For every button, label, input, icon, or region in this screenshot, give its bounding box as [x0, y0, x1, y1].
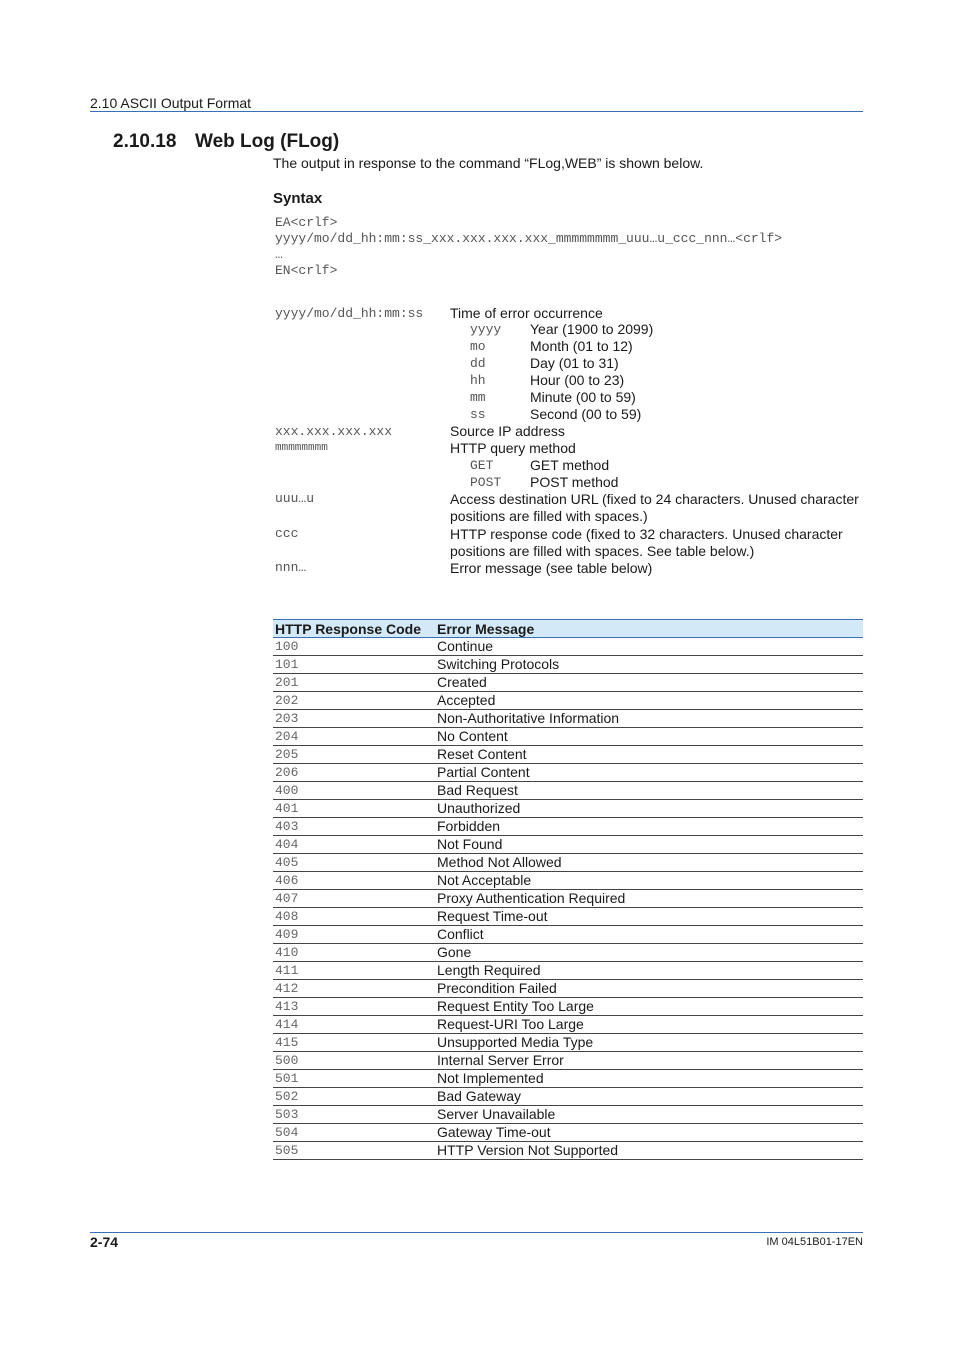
response-code-cell: 201	[273, 674, 435, 692]
table-row	[273, 980, 863, 998]
time-part-code: mm	[470, 390, 486, 405]
table-row	[273, 998, 863, 1016]
table-row	[273, 908, 863, 926]
method-part-code: GET	[470, 458, 494, 473]
response-code-cell: 403	[273, 818, 435, 836]
footer-divider	[90, 1232, 863, 1233]
table-row	[273, 1106, 863, 1124]
column-header-code: HTTP Response Code	[273, 620, 435, 638]
response-code-cell: 411	[273, 962, 435, 980]
def-desc-ip: Source IP address	[450, 423, 565, 439]
table-row	[273, 1016, 863, 1034]
time-part-code: ss	[470, 407, 486, 422]
syntax-heading: Syntax	[273, 190, 323, 207]
table-row	[273, 692, 863, 710]
table-row	[273, 656, 863, 674]
error-message-cell: Gateway Time-out	[435, 1124, 863, 1142]
error-message-cell: Continue	[435, 638, 863, 656]
syntax-line: EA<crlf>	[275, 215, 338, 230]
response-code-cell: 100	[273, 638, 435, 656]
header-divider	[90, 111, 863, 112]
table-row	[273, 800, 863, 818]
time-part-desc: Second (00 to 59)	[530, 406, 642, 422]
syntax-line: …	[275, 247, 283, 262]
time-part-desc: Month (01 to 12)	[530, 338, 633, 354]
error-message-cell: Request-URI Too Large	[435, 1016, 863, 1034]
response-code-cell: 412	[273, 980, 435, 998]
def-term-method: mmmmmmmm	[275, 442, 328, 454]
error-message-cell: Method Not Allowed	[435, 854, 863, 872]
response-code-cell: 101	[273, 656, 435, 674]
response-code-cell: 205	[273, 746, 435, 764]
table-row	[273, 746, 863, 764]
syntax-line: EN<crlf>	[275, 263, 338, 278]
error-message-cell: Not Acceptable	[435, 872, 863, 890]
time-part-code: dd	[470, 356, 486, 371]
time-part-code: hh	[470, 373, 486, 388]
table-row	[273, 926, 863, 944]
table-row	[273, 710, 863, 728]
time-part-code: yyyy	[470, 322, 502, 337]
error-message-cell: Precondition Failed	[435, 980, 863, 998]
method-part-desc: GET method	[530, 457, 610, 473]
table-row	[273, 674, 863, 692]
response-code-cell: 406	[273, 872, 435, 890]
response-code-cell: 409	[273, 926, 435, 944]
section-title-text: Web Log (FLog)	[195, 131, 340, 152]
response-code-cell: 203	[273, 710, 435, 728]
response-code-cell: 407	[273, 890, 435, 908]
page-number: 2-74	[90, 1234, 119, 1250]
column-header-message: Error Message	[435, 620, 863, 638]
error-message-cell: Length Required	[435, 962, 863, 980]
time-part-code: mo	[470, 339, 486, 354]
section-title	[113, 131, 339, 153]
def-term-url: uuu…u	[275, 491, 315, 506]
table-body	[273, 638, 863, 1160]
response-code-table	[273, 619, 863, 1160]
time-part-desc: Day (01 to 31)	[530, 355, 619, 371]
error-message-cell: HTTP Version Not Supported	[435, 1142, 863, 1160]
table-row	[273, 818, 863, 836]
def-desc-method: HTTP query method	[450, 440, 576, 456]
error-message-cell: Server Unavailable	[435, 1106, 863, 1124]
response-code-cell: 504	[273, 1124, 435, 1142]
table-row	[273, 1088, 863, 1106]
response-code-cell: 502	[273, 1088, 435, 1106]
time-part-desc: Hour (00 to 23)	[530, 372, 625, 388]
running-header: 2.10 ASCII Output Format	[90, 95, 252, 111]
error-message-cell: Gone	[435, 944, 863, 962]
response-code-cell: 204	[273, 728, 435, 746]
error-message-cell: Proxy Authentication Required	[435, 890, 863, 908]
section-number: 2.10.18	[113, 131, 177, 152]
error-message-cell: Forbidden	[435, 818, 863, 836]
error-message-cell: Not Found	[435, 836, 863, 854]
table-row	[273, 728, 863, 746]
response-code-cell: 503	[273, 1106, 435, 1124]
error-message-cell: Accepted	[435, 692, 863, 710]
table-header-row	[273, 620, 863, 638]
error-message-cell: Not Implemented	[435, 1070, 863, 1088]
table-row	[273, 638, 863, 656]
table-row	[273, 1052, 863, 1070]
table-row	[273, 1070, 863, 1088]
table-row	[273, 872, 863, 890]
intro-text: The output in response to the command “FLog,WEB” is shown below.	[273, 155, 704, 171]
time-part-desc: Year (1900 to 2099)	[530, 321, 654, 337]
error-message-cell: Partial Content	[435, 764, 863, 782]
def-desc-code: HTTP response code (fixed to 32 characters. Unused character positions are filled with spaces. See table below.)	[450, 526, 843, 559]
def-term-ip: xxx.xxx.xxx.xxx	[275, 424, 393, 439]
error-message-cell: Reset Content	[435, 746, 863, 764]
table-row	[273, 764, 863, 782]
response-code-cell: 505	[273, 1142, 435, 1160]
error-message-cell: Bad Gateway	[435, 1088, 863, 1106]
error-message-cell: Unsupported Media Type	[435, 1034, 863, 1052]
error-message-cell: Switching Protocols	[435, 656, 863, 674]
table-row	[273, 854, 863, 872]
response-code-cell: 501	[273, 1070, 435, 1088]
response-code-cell: 413	[273, 998, 435, 1016]
error-message-cell: Conflict	[435, 926, 863, 944]
error-message-cell: Bad Request	[435, 782, 863, 800]
method-part-desc: POST method	[530, 474, 619, 490]
error-message-cell: Internal Server Error	[435, 1052, 863, 1070]
table-row	[273, 1124, 863, 1142]
response-code-cell: 414	[273, 1016, 435, 1034]
table-row	[273, 1034, 863, 1052]
table-row	[273, 1142, 863, 1160]
time-part-desc: Minute (00 to 59)	[530, 389, 636, 405]
syntax-line: yyyy/mo/dd_hh:mm:ss_xxx.xxx.xxx.xxx_mmmmmmmm_uuu…u_ccc_nnn…<crlf>	[275, 231, 783, 246]
response-code-cell: 415	[273, 1034, 435, 1052]
error-message-cell: Non-Authoritative Information	[435, 710, 863, 728]
response-code-cell: 202	[273, 692, 435, 710]
error-message-cell: No Content	[435, 728, 863, 746]
table-row	[273, 944, 863, 962]
table-row	[273, 890, 863, 908]
def-term-code: ccc	[275, 526, 299, 541]
response-code-cell: 206	[273, 764, 435, 782]
response-code-cell: 410	[273, 944, 435, 962]
def-desc-time: Time of error occurrence	[450, 305, 603, 321]
table-row	[273, 836, 863, 854]
response-code-cell: 400	[273, 782, 435, 800]
def-desc-msg: Error message (see table below)	[450, 560, 653, 576]
response-code-cell: 404	[273, 836, 435, 854]
response-code-cell: 500	[273, 1052, 435, 1070]
def-term-time: yyyy/mo/dd_hh:mm:ss	[275, 306, 424, 321]
table-row	[273, 782, 863, 800]
error-message-cell: Request Entity Too Large	[435, 998, 863, 1016]
response-code-cell: 401	[273, 800, 435, 818]
response-code-cell: 408	[273, 908, 435, 926]
response-code-cell: 405	[273, 854, 435, 872]
error-message-cell: Unauthorized	[435, 800, 863, 818]
method-part-code: POST	[470, 475, 502, 490]
document-id: IM 04L51B01-17EN	[766, 1236, 863, 1248]
def-term-msg: nnn…	[275, 560, 307, 575]
error-message-cell: Created	[435, 674, 863, 692]
def-desc-url: Access destination URL (fixed to 24 characters. Unused character positions are filled with spaces.)	[450, 491, 859, 524]
table-row	[273, 962, 863, 980]
error-message-cell: Request Time-out	[435, 908, 863, 926]
